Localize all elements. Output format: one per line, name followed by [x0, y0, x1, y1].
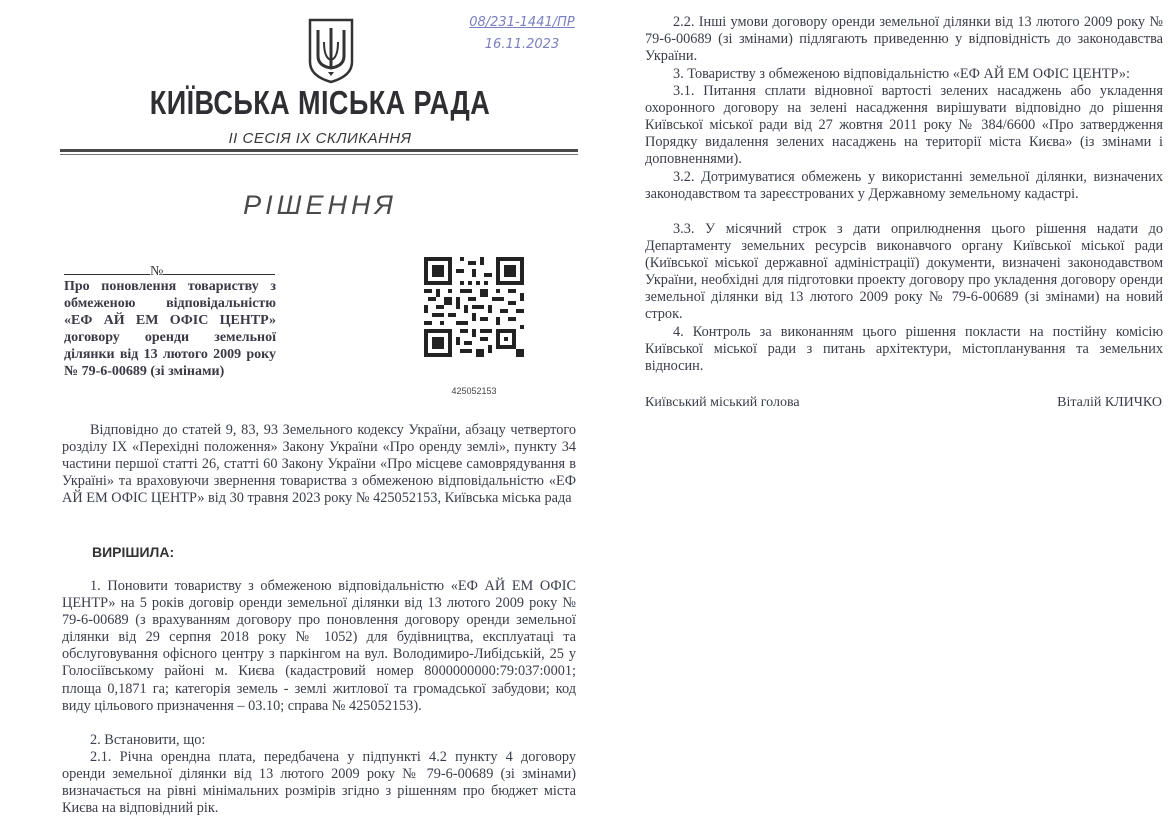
ukraine-trident-emblem-icon — [306, 16, 356, 84]
number-blank — [163, 260, 275, 275]
council-name: КИЇВСЬКА МІСЬКА РАДА — [149, 84, 491, 121]
decision-title: РІШЕННЯ — [243, 190, 397, 220]
document-page-2 — [600, 0, 1172, 833]
item-3-2-paragraph: 3.2. Дотримуватися обмежень у використанні земельної ділянки, визначених законодавством та зареєстрованих у Державному земельному кадастрі. — [645, 169, 1163, 203]
registration-number: 08/231-1441/ПР — [469, 15, 575, 30]
signature-role: Київський міський голова — [645, 395, 800, 410]
qr-code-icon — [424, 257, 524, 357]
item-2-paragraph: 2. Встановити, що: — [90, 732, 206, 748]
header-divider — [60, 149, 578, 152]
item-4-paragraph: 4. Контроль за виконанням цього рішення покласти на постійну комісію Київської міської ради з питань архітектури, містопланування та земельних відносин. — [645, 324, 1163, 375]
registration-stamp — [452, 12, 592, 56]
preamble-paragraph: Відповідно до статей 9, 83, 93 Земельного кодексу України, абзацу четвертого розділу IX «Перехідні положення» Закону України «Про оренду землі», пункту 34 частини першої статті 26, статті 60 Закону України «Про місцеве самоврядування в Україні» та враховуючи звернення товариства з обмеженою відповідальністю «ЕФ АЙ ЕМ ОФІС ЦЕНТР» від 30 травня 2023 року № 425052153, Київська міська рада — [62, 422, 576, 507]
decision-number-line — [64, 260, 275, 280]
item-1-paragraph: 1. Поновити товариству з обмеженою відповідальністю «ЕФ АЙ ЕМ ОФІС ЦЕНТР» на 5 років договір оренди земельної ділянки від 13 лютого 2009 року № 79-6-00689 (з врахуванням договору про поновлення договору оренди земельної ділянки від 29 серпня 2018 року № 1052) для будівництва, експлуатаці та обслуговування офісного центру з паркінгом на вул. Володимиро-Либідській, 25 у Голосіївському районі м. Києва (кадастровий номер 8000000000:79:037:0001; площа 0,1871 га; категорія земель - землі житлової та громадської забудови; код виду цільового призначення – 03.10; справа № 425052153). — [62, 578, 576, 714]
item-2-2-paragraph: 2.2. Інші умови договору оренди земельної ділянки від 13 лютого 2009 року № 79-6-00689 (зі змінами) підлягають приведенню у відповідність до законодавства України. — [645, 14, 1163, 65]
item-3-3-paragraph: 3.3. У місячний строк з дати оприлюднення цього рішення надати до Департаменту земельних ресурсів виконавчого органу Київської міської ради (Київської міської державної адміністрації) документи, визначені законодавством України, необхідні для підготовки проекту договору про укладення договору оренди земельної ділянки від 13 лютого 2009 року № 79-6-00689 (зі змінами) на новий строк. — [645, 221, 1163, 323]
item-3-paragraph: 3. Товариству з обмеженою відповідальністю «ЕФ АЙ ЕМ ОФІС ЦЕНТР»: — [673, 66, 1130, 82]
number-sign: № — [150, 264, 164, 279]
date-blank — [64, 260, 150, 275]
resolved-heading: ВИРІШИЛА: — [92, 544, 175, 560]
document-code: 425052153 — [451, 386, 497, 396]
registration-date: 16.11.2023 — [484, 37, 560, 52]
item-2-1-paragraph: 2.1. Річна орендна плата, передбачена у підпункті 4.2 пункту 4 договору оренди земельної ділянки від 13 лютого 2009 року № 79-6-00689 (зі змінами) визначається на рівні мінімальних розмірів згідно з рішенням про бюджет міста Києва на відповідний рік. — [62, 749, 576, 817]
session-label: ІІ СЕСІЯ ІХ СКЛИКАННЯ — [228, 130, 412, 147]
header-divider-thin — [60, 154, 578, 155]
item-3-1-paragraph: 3.1. Питання сплати відновної вартості зелених насаджень або укладення охоронного договору на зелені насадження вирішувати відповідно до рішення Київської міської ради від 27 жовтня 2011 року № 384/6600 «Про затвердження Порядку видалення зелених насаджень на території міста Києва» (із змінами і доповненнями). — [645, 83, 1163, 168]
signature-name: Віталій КЛИЧКО — [1057, 395, 1162, 410]
decision-subject: Про поновлення товариству з обмеженою відповідальністю «ЕФ АЙ ЕМ ОФІС ЦЕНТР» договору оренди земельної ділянки від 13 лютого 2009 року № 79-6-00689 (зі змінами) — [64, 279, 276, 379]
